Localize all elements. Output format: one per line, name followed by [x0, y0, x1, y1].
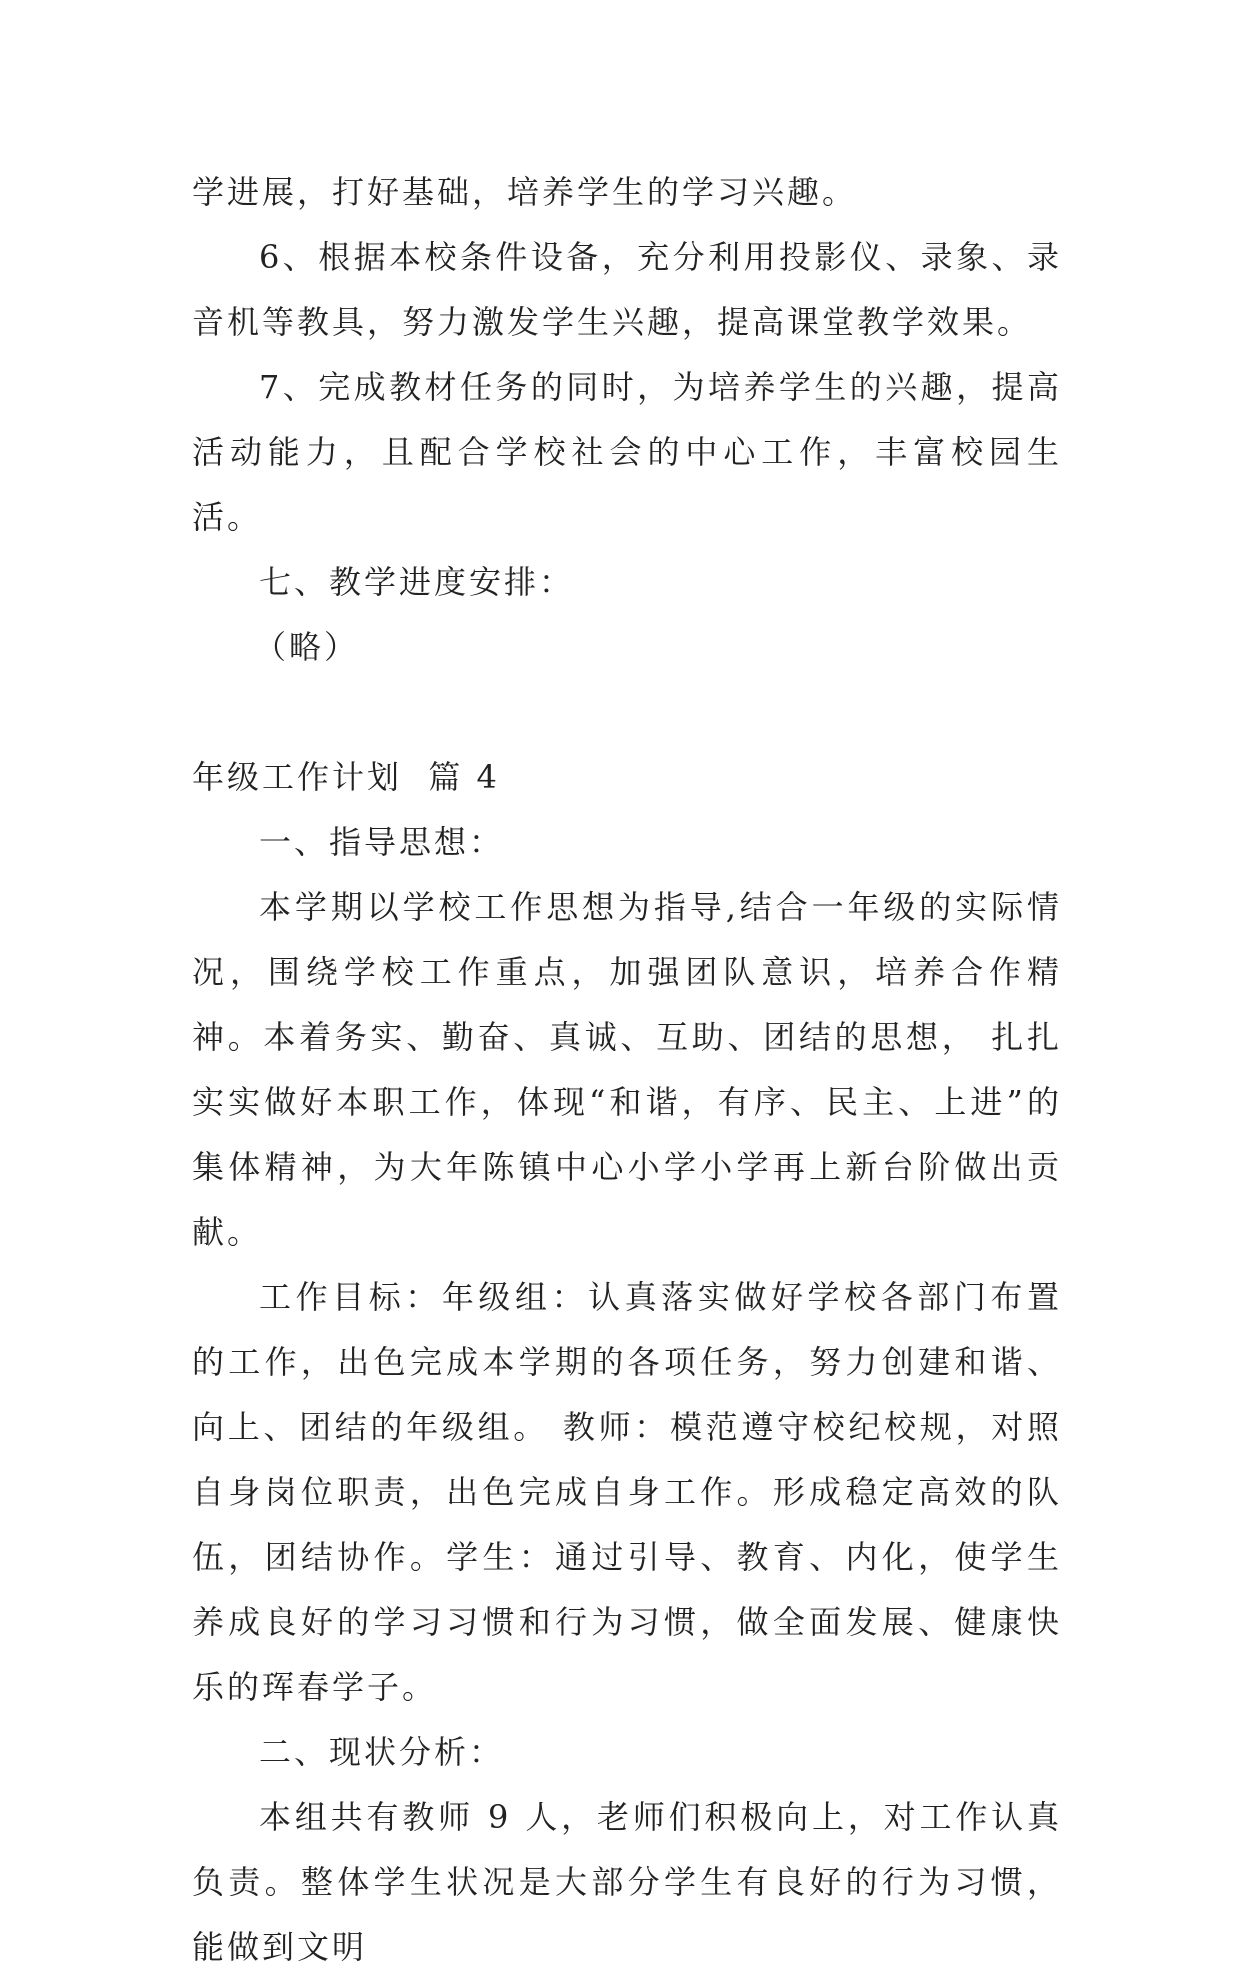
guiding-ideology-heading: 一、指导思想： — [259, 823, 505, 861]
section-spacer — [192, 680, 1062, 745]
status-analysis-paragraph: 本组共有教师 9 人，老师们积极向上，对工作认真负责。整体学生状况是大部分学生有良好的行为习惯，能做到文明 — [192, 1798, 1062, 1966]
status-analysis-heading: 二、现状分析： — [259, 1733, 505, 1771]
work-goals-paragraph: 工作目标：年级组：认真落实做好学校各部门布置的工作，出色完成本学期的各项任务，努力创建和谐、向上、团结的年级组。 教师：模范遵守校纪校规，对照自身岗位职责，出色完成自身工作。形成稳定高效的队伍，团结协作。学生：通过引导、教育、内化，使学生养成良好的学习习惯和行为习惯，做全面发展、健康快乐的珲春学子。 — [192, 1278, 1062, 1706]
document-body — [192, 160, 1062, 1980]
section-seven-heading: 七、教学进度安排： — [259, 563, 575, 601]
omitted-note: （略） — [254, 628, 360, 666]
paragraph-continuation: 学进展，打好基础，培养学生的学习兴趣。 — [192, 173, 858, 211]
guiding-ideology-paragraph: 本学期以学校工作思想为指导,结合一年级的实际情况，围绕学校工作重点，加强团队意识，培养合作精神。本着务实、勤奋、真诚、互助、团结的思想， 扎扎实实做好本职工作，体现“和谐，有序、民主、上进”的集体精神，为大年陈镇中心小学小学再上新台阶做出贡献。 — [192, 888, 1062, 1251]
paragraph-item-7: 7、完成教材任务的同时，为培养学生的兴趣，提高活动能力，且配合学校社会的中心工作，丰富校园生活。 — [192, 368, 1062, 536]
section-heading: 年级工作计划 篇 4 — [192, 758, 500, 796]
paragraph-item-6: 6、根据本校条件设备，充分利用投影仪、录象、录音机等教具，努力激发学生兴趣，提高课堂教学效果。 — [192, 238, 1062, 341]
